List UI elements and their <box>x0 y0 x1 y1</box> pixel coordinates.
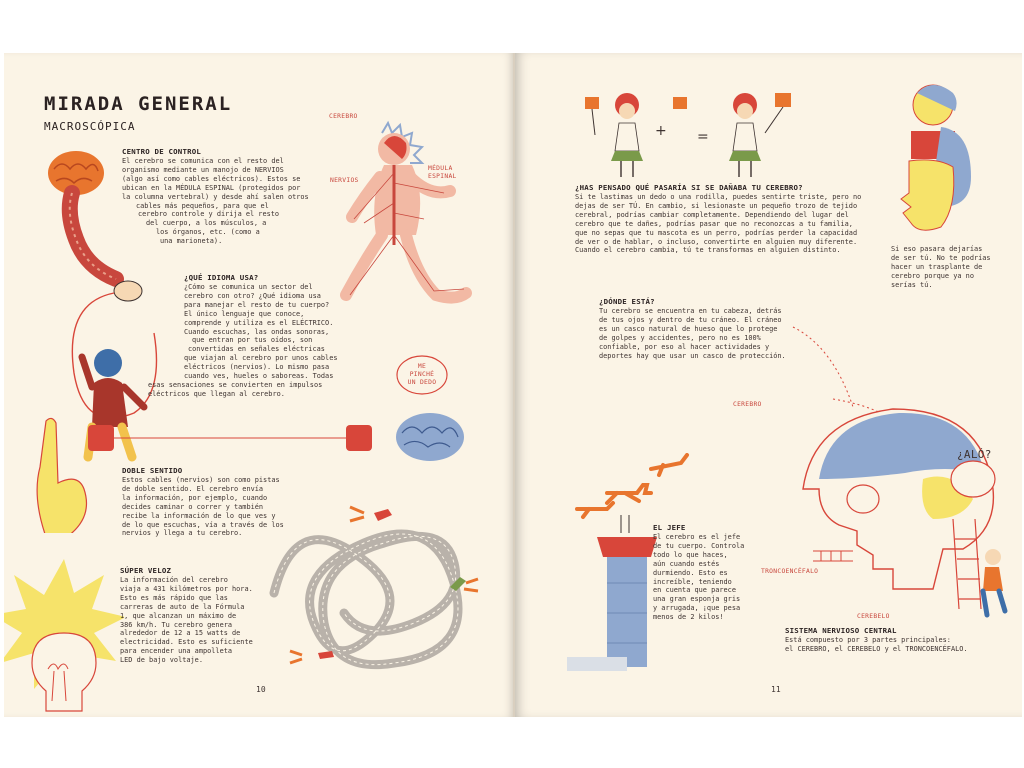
doble-text: Estos cables (nervios) son como pistas de doble sentido. El cerebro envía la información, por ejemplo, cuando decides caminar o correr y también recibe la información de lo que ves y de lo que escuchas, vía a través de los nervios y llega a tu cerebro. <box>122 476 284 538</box>
donde-heading: ¿DÓNDE ESTÁ? <box>599 297 655 306</box>
label-troncoencefalo: TRONCOENCÉFALO <box>761 568 819 575</box>
nervous-system-figure <box>324 113 484 373</box>
page-subtitle: MACROSCÓPICA <box>44 120 136 133</box>
danaba-text: Si te lastimas un dedo o una rodilla, puedes sentirte triste, pero no dejas de ser TÚ. En cambio, si lesionaste un pequeño trozo de tejido cerebral, podrías cambiar completamente. Dependiendo del lugar del cerebro que te dañes, podrías pasar que no reconozcas a tu familia, que no sepas que tu mascota es un perro, podrías perder la capacidad de ver o de hablar, o incluso, convertirte en alguien muy diferente. Cuando el cerebro cambia, tú te transformas en alguien distinto. <box>575 193 862 255</box>
danaba-heading: ¿HAS PENSADO QUÉ PASARÍA SI SE DAÑABA TU CEREBRO? <box>575 183 803 192</box>
label-alo: ¿ALÓ? <box>957 448 992 461</box>
trasplante-text: Si eso pasara dejarías de ser tú. No te podrías hacer un trasplante de cerebro porque ya no serías tú. <box>891 245 991 289</box>
idioma-heading: ¿QUÉ IDIOMA USA? <box>184 273 259 282</box>
centro-text: El cerebro se comunica con el resto del organismo mediante un manojo de NERVIOS (algo así como cables eléctricos). Estos se ubican en la MÉDULA ESPINAL (protegidos por la columna vertebral) y desde ahí salen otros cables más pequeños, para que el cerebro controle y dirija el resto del cuerpo, a los músculos, a los órganos, etc. (como a una marioneta). <box>122 157 309 246</box>
lightbulb-illustration <box>4 559 124 717</box>
open-book <box>4 53 1022 717</box>
brain-equation-illustration <box>579 83 809 183</box>
sistema-heading: SISTEMA NERVIOSO CENTRAL <box>785 626 897 635</box>
centro-heading: CENTRO DE CONTROL <box>122 147 202 156</box>
svg-text:+: + <box>655 123 667 139</box>
label-cerebro: CEREBRO <box>329 113 358 120</box>
doble-heading: DOBLE SENTIDO <box>122 466 183 475</box>
jefe-text: El cerebro es el jefe de tu cuerpo. Controla todo lo que haces, aún cuando estés durmiendo. Esto es increíble, teniendo en cuenta que parece una gran esponja gris y arrugada, ¡que pesa menos de 2 kilos! <box>653 533 745 622</box>
skull-illustration <box>753 319 1013 639</box>
svg-text:=: = <box>697 129 709 145</box>
race-track-illustration <box>254 483 494 683</box>
right-page <box>515 53 1022 717</box>
idioma-text: ¿Cómo se comunica un sector del cerebro con otro? ¿Qué idioma usa para manejar el resto de tu cuerpo? El único lenguaje que conoce, comprende y utiliza es el ELÉCTRICO. Cuando escuchas, las ondas sonoras, que entran por tus oídos, son convertidas en señales eléctricas que viajan al cerebro por unos cables eléctricos (nervios). Lo mismo pasa cuando ves, hueles o saboreas. Todas esas sensaciones se convierten en impulsos eléctricos que llegan al cerebro. <box>148 283 338 398</box>
page-number-right: 11 <box>771 685 781 694</box>
label-medula: MÉDULA ESPINAL <box>428 165 457 180</box>
label-nervios: NERVIOS <box>330 177 359 184</box>
page-number-left: 10 <box>256 685 266 694</box>
page-title: MIRADA GENERAL <box>44 93 233 115</box>
label-cerebro-skull: CEREBRO <box>733 401 762 408</box>
veloz-text: La información del cerebro viaja a 431 kilómetros por hora. Esto es más rápido que las carreras de auto de la Fórmula 1, que alcanzan un máximo de 386 km/h. Tu cerebro genera alrededor de 12 a 15 watts de electricidad. Esto es suficiente para encender una ampolleta LED de bajo voltaje. <box>120 576 253 665</box>
jefe-heading: EL JEFE <box>653 523 686 532</box>
sistema-text: Está compuesto por 3 partes principales: el CEREBRO, el CEREBELO y el TRONCOENCÉFALO. <box>785 636 968 653</box>
left-page <box>4 53 513 717</box>
veloz-heading: SÚPER VELOZ <box>120 566 172 575</box>
label-cerebelo: CEREBELO <box>857 613 890 620</box>
bubble-text: ME PINCHÉ UN DEDO <box>407 363 437 386</box>
donde-text: Tu cerebro se encuentra en tu cabeza, detrás de tus ojos y dentro de tu cráneo. El cráneo es un casco natural de hueso que lo protege de golpes y accidentes, pero no es 100% confiable, por eso al hacer actividades y deportes hay que usar un casco de protección. <box>599 307 786 360</box>
head-profile-illustration <box>897 81 977 249</box>
